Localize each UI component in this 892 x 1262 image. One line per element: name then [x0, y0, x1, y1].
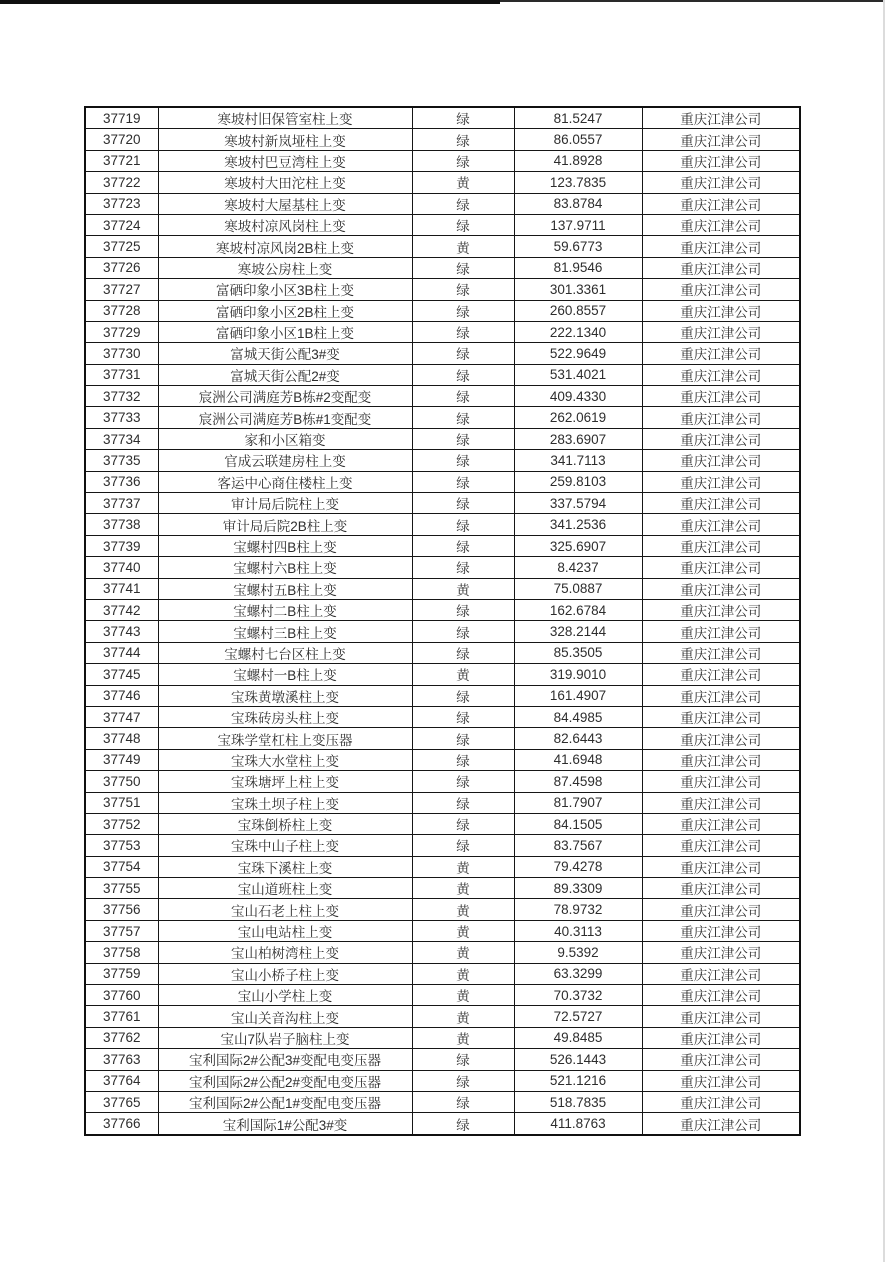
cell-transformer-name: 寒坡村大田沱柱上变 — [158, 172, 412, 193]
cell-status-flag: 绿 — [412, 450, 514, 471]
cell-record-id: 37721 — [85, 150, 158, 171]
cell-record-id: 37724 — [85, 214, 158, 235]
cell-status-flag: 绿 — [412, 792, 514, 813]
cell-record-id: 37734 — [85, 428, 158, 449]
cell-transformer-name: 寒坡村大屋基柱上变 — [158, 193, 412, 214]
cell-status-flag: 绿 — [412, 813, 514, 834]
table-row — [85, 728, 800, 749]
table-row — [85, 364, 800, 385]
cell-load-value: 81.9546 — [514, 257, 642, 278]
cell-company-name: 重庆江津公司 — [642, 749, 800, 770]
cell-transformer-name: 家和小区箱变 — [158, 428, 412, 449]
cell-transformer-name: 宝螺村三B柱上变 — [158, 621, 412, 642]
cell-company-name: 重庆江津公司 — [642, 1113, 800, 1135]
cell-status-flag: 绿 — [412, 685, 514, 706]
cell-load-value: 260.8557 — [514, 300, 642, 321]
cell-load-value: 85.3505 — [514, 642, 642, 663]
cell-transformer-name: 富城天街公配3#变 — [158, 343, 412, 364]
cell-record-id: 37727 — [85, 279, 158, 300]
table-row — [85, 856, 800, 877]
cell-company-name: 重庆江津公司 — [642, 150, 800, 171]
cell-status-flag: 黄 — [412, 664, 514, 685]
table-row — [85, 621, 800, 642]
cell-record-id: 37758 — [85, 942, 158, 963]
cell-company-name: 重庆江津公司 — [642, 386, 800, 407]
cell-record-id: 37731 — [85, 364, 158, 385]
cell-record-id: 37723 — [85, 193, 158, 214]
cell-company-name: 重庆江津公司 — [642, 963, 800, 984]
table-row — [85, 642, 800, 663]
cell-transformer-name: 寒坡村旧保管室柱上变 — [158, 107, 412, 129]
cell-transformer-name: 宝珠塘坪上柱上变 — [158, 771, 412, 792]
table-row — [85, 749, 800, 770]
cell-company-name: 重庆江津公司 — [642, 321, 800, 342]
cell-load-value: 63.3299 — [514, 963, 642, 984]
cell-status-flag: 绿 — [412, 214, 514, 235]
table-row — [85, 236, 800, 257]
cell-load-value: 341.2536 — [514, 514, 642, 535]
cell-record-id: 37761 — [85, 1006, 158, 1027]
cell-company-name: 重庆江津公司 — [642, 300, 800, 321]
cell-load-value: 531.4021 — [514, 364, 642, 385]
cell-status-flag: 绿 — [412, 642, 514, 663]
cell-load-value: 283.6907 — [514, 428, 642, 449]
cell-transformer-name: 寒坡村凉风岗柱上变 — [158, 214, 412, 235]
cell-transformer-name: 富硒印象小区3B柱上变 — [158, 279, 412, 300]
table-row — [85, 835, 800, 856]
cell-transformer-name: 宝珠大水堂柱上变 — [158, 749, 412, 770]
table-row — [85, 771, 800, 792]
page-top-rule-right — [500, 0, 884, 2]
cell-record-id: 37739 — [85, 535, 158, 556]
cell-transformer-name: 寒坡村新岚垭柱上变 — [158, 129, 412, 150]
cell-load-value: 137.9711 — [514, 214, 642, 235]
cell-record-id: 37755 — [85, 878, 158, 899]
cell-company-name: 重庆江津公司 — [642, 193, 800, 214]
cell-load-value: 521.1216 — [514, 1070, 642, 1091]
cell-transformer-name: 宝珠下溪柱上变 — [158, 856, 412, 877]
cell-record-id: 37745 — [85, 664, 158, 685]
table-row — [85, 279, 800, 300]
cell-load-value: 222.1340 — [514, 321, 642, 342]
table-row — [85, 792, 800, 813]
cell-company-name: 重庆江津公司 — [642, 920, 800, 941]
table-row — [85, 813, 800, 834]
cell-record-id: 37737 — [85, 493, 158, 514]
cell-load-value: 49.8485 — [514, 1027, 642, 1048]
cell-status-flag: 绿 — [412, 535, 514, 556]
cell-load-value: 325.6907 — [514, 535, 642, 556]
table-row — [85, 493, 800, 514]
cell-transformer-name: 宝山道班柱上变 — [158, 878, 412, 899]
cell-status-flag: 绿 — [412, 599, 514, 620]
cell-company-name: 重庆江津公司 — [642, 129, 800, 150]
table-row — [85, 685, 800, 706]
cell-status-flag: 绿 — [412, 493, 514, 514]
cell-status-flag: 绿 — [412, 386, 514, 407]
cell-company-name: 重庆江津公司 — [642, 985, 800, 1006]
table-row — [85, 942, 800, 963]
cell-company-name: 重庆江津公司 — [642, 1091, 800, 1112]
table-row — [85, 578, 800, 599]
cell-status-flag: 绿 — [412, 150, 514, 171]
cell-status-flag: 绿 — [412, 107, 514, 129]
table-row — [85, 150, 800, 171]
cell-record-id: 37753 — [85, 835, 158, 856]
table-row — [85, 1027, 800, 1048]
table-row — [85, 1113, 800, 1135]
cell-load-value: 79.4278 — [514, 856, 642, 877]
cell-company-name: 重庆江津公司 — [642, 514, 800, 535]
cell-status-flag: 绿 — [412, 129, 514, 150]
cell-transformer-name: 宝螺村六B柱上变 — [158, 557, 412, 578]
cell-load-value: 87.4598 — [514, 771, 642, 792]
cell-company-name: 重庆江津公司 — [642, 835, 800, 856]
cell-status-flag: 绿 — [412, 557, 514, 578]
cell-company-name: 重庆江津公司 — [642, 428, 800, 449]
cell-company-name: 重庆江津公司 — [642, 664, 800, 685]
cell-transformer-name: 宝山7队岩子脑柱上变 — [158, 1027, 412, 1048]
cell-status-flag: 绿 — [412, 514, 514, 535]
cell-load-value: 72.5727 — [514, 1006, 642, 1027]
table-row — [85, 343, 800, 364]
cell-company-name: 重庆江津公司 — [642, 578, 800, 599]
cell-transformer-name: 审计局后院柱上变 — [158, 493, 412, 514]
cell-load-value: 262.0619 — [514, 407, 642, 428]
cell-load-value: 341.7113 — [514, 450, 642, 471]
table-row — [85, 407, 800, 428]
table-row — [85, 664, 800, 685]
page-right-edge — [883, 0, 885, 1262]
cell-load-value: 518.7835 — [514, 1091, 642, 1112]
table-row — [85, 985, 800, 1006]
cell-load-value: 409.4330 — [514, 386, 642, 407]
cell-load-value: 301.3361 — [514, 279, 642, 300]
table-body — [85, 107, 800, 1135]
cell-company-name: 重庆江津公司 — [642, 599, 800, 620]
cell-load-value: 75.0887 — [514, 578, 642, 599]
cell-load-value: 526.1443 — [514, 1049, 642, 1070]
cell-record-id: 37744 — [85, 642, 158, 663]
cell-status-flag: 绿 — [412, 193, 514, 214]
cell-company-name: 重庆江津公司 — [642, 107, 800, 129]
cell-company-name: 重庆江津公司 — [642, 878, 800, 899]
cell-company-name: 重庆江津公司 — [642, 172, 800, 193]
cell-load-value: 411.8763 — [514, 1113, 642, 1135]
cell-load-value: 259.8103 — [514, 471, 642, 492]
table-row — [85, 706, 800, 727]
cell-transformer-name: 宸洲公司满庭芳B栋#1变配变 — [158, 407, 412, 428]
cell-load-value: 78.9732 — [514, 899, 642, 920]
cell-record-id: 37746 — [85, 685, 158, 706]
cell-transformer-name: 宝利国际1#公配3#变 — [158, 1113, 412, 1135]
cell-transformer-name: 宝螺村四B柱上变 — [158, 535, 412, 556]
cell-transformer-name: 宝珠砖房头柱上变 — [158, 706, 412, 727]
cell-status-flag: 绿 — [412, 1049, 514, 1070]
table-row — [85, 899, 800, 920]
cell-company-name: 重庆江津公司 — [642, 792, 800, 813]
cell-load-value: 337.5794 — [514, 493, 642, 514]
cell-record-id: 37747 — [85, 706, 158, 727]
table-row — [85, 321, 800, 342]
cell-transformer-name: 宝利国际2#公配1#变配电变压器 — [158, 1091, 412, 1112]
cell-transformer-name: 宝山小学柱上变 — [158, 985, 412, 1006]
cell-record-id: 37726 — [85, 257, 158, 278]
cell-status-flag: 绿 — [412, 279, 514, 300]
cell-record-id: 37751 — [85, 792, 158, 813]
cell-record-id: 37759 — [85, 963, 158, 984]
cell-company-name: 重庆江津公司 — [642, 771, 800, 792]
cell-company-name: 重庆江津公司 — [642, 471, 800, 492]
cell-status-flag: 绿 — [412, 471, 514, 492]
table-row — [85, 450, 800, 471]
cell-status-flag: 黄 — [412, 856, 514, 877]
cell-load-value: 522.9649 — [514, 343, 642, 364]
cell-status-flag: 绿 — [412, 1070, 514, 1091]
cell-company-name: 重庆江津公司 — [642, 343, 800, 364]
cell-status-flag: 绿 — [412, 428, 514, 449]
cell-status-flag: 黄 — [412, 878, 514, 899]
cell-transformer-name: 宝珠学堂杠柱上变压器 — [158, 728, 412, 749]
cell-load-value: 82.6443 — [514, 728, 642, 749]
table-row — [85, 214, 800, 235]
cell-transformer-name: 宝山小桥子柱上变 — [158, 963, 412, 984]
cell-load-value: 162.6784 — [514, 599, 642, 620]
cell-status-flag: 绿 — [412, 321, 514, 342]
cell-status-flag: 黄 — [412, 985, 514, 1006]
cell-status-flag: 绿 — [412, 300, 514, 321]
cell-status-flag: 黄 — [412, 963, 514, 984]
cell-transformer-name: 宝珠倒桥柱上变 — [158, 813, 412, 834]
cell-status-flag: 黄 — [412, 899, 514, 920]
cell-status-flag: 绿 — [412, 407, 514, 428]
cell-transformer-name: 寒坡村巴豆湾柱上变 — [158, 150, 412, 171]
table-row — [85, 878, 800, 899]
cell-load-value: 41.8928 — [514, 150, 642, 171]
cell-transformer-name: 宝山柏树湾柱上变 — [158, 942, 412, 963]
cell-company-name: 重庆江津公司 — [642, 942, 800, 963]
cell-record-id: 37743 — [85, 621, 158, 642]
cell-load-value: 84.1505 — [514, 813, 642, 834]
cell-load-value: 81.7907 — [514, 792, 642, 813]
cell-status-flag: 黄 — [412, 172, 514, 193]
table-row — [85, 428, 800, 449]
cell-record-id: 37742 — [85, 599, 158, 620]
cell-status-flag: 黄 — [412, 236, 514, 257]
cell-load-value: 41.6948 — [514, 749, 642, 770]
cell-record-id: 37738 — [85, 514, 158, 535]
table-row — [85, 300, 800, 321]
cell-transformer-name: 宝螺村七台区柱上变 — [158, 642, 412, 663]
cell-company-name: 重庆江津公司 — [642, 1049, 800, 1070]
cell-record-id: 37757 — [85, 920, 158, 941]
cell-company-name: 重庆江津公司 — [642, 364, 800, 385]
cell-record-id: 37749 — [85, 749, 158, 770]
cell-record-id: 37733 — [85, 407, 158, 428]
cell-status-flag: 绿 — [412, 728, 514, 749]
cell-record-id: 37725 — [85, 236, 158, 257]
cell-transformer-name: 官成云联建房柱上变 — [158, 450, 412, 471]
cell-status-flag: 黄 — [412, 1006, 514, 1027]
cell-company-name: 重庆江津公司 — [642, 557, 800, 578]
cell-transformer-name: 审计局后院2B柱上变 — [158, 514, 412, 535]
cell-status-flag: 绿 — [412, 1113, 514, 1135]
cell-company-name: 重庆江津公司 — [642, 728, 800, 749]
cell-status-flag: 绿 — [412, 749, 514, 770]
cell-record-id: 37765 — [85, 1091, 158, 1112]
cell-transformer-name: 寒坡公房柱上变 — [158, 257, 412, 278]
table-row — [85, 557, 800, 578]
cell-load-value: 83.7567 — [514, 835, 642, 856]
cell-record-id: 37741 — [85, 578, 158, 599]
cell-status-flag: 黄 — [412, 1027, 514, 1048]
table-row — [85, 257, 800, 278]
cell-record-id: 37740 — [85, 557, 158, 578]
cell-transformer-name: 宝螺村五B柱上变 — [158, 578, 412, 599]
cell-company-name: 重庆江津公司 — [642, 450, 800, 471]
cell-company-name: 重庆江津公司 — [642, 642, 800, 663]
cell-transformer-name: 客运中心商住楼柱上变 — [158, 471, 412, 492]
cell-company-name: 重庆江津公司 — [642, 257, 800, 278]
cell-company-name: 重庆江津公司 — [642, 535, 800, 556]
table-row — [85, 1049, 800, 1070]
cell-transformer-name: 宝山电站柱上变 — [158, 920, 412, 941]
cell-company-name: 重庆江津公司 — [642, 236, 800, 257]
cell-status-flag: 黄 — [412, 578, 514, 599]
cell-company-name: 重庆江津公司 — [642, 407, 800, 428]
cell-load-value: 328.2144 — [514, 621, 642, 642]
cell-record-id: 37756 — [85, 899, 158, 920]
cell-record-id: 37762 — [85, 1027, 158, 1048]
cell-transformer-name: 宝螺村二B柱上变 — [158, 599, 412, 620]
cell-record-id: 37722 — [85, 172, 158, 193]
cell-transformer-name: 宝珠土坝子柱上变 — [158, 792, 412, 813]
cell-transformer-name: 宝螺村一B柱上变 — [158, 664, 412, 685]
cell-record-id: 37748 — [85, 728, 158, 749]
cell-transformer-name: 寒坡村凉风岗2B柱上变 — [158, 236, 412, 257]
cell-company-name: 重庆江津公司 — [642, 493, 800, 514]
cell-load-value: 319.9010 — [514, 664, 642, 685]
cell-company-name: 重庆江津公司 — [642, 1027, 800, 1048]
cell-status-flag: 绿 — [412, 343, 514, 364]
cell-transformer-name: 宝利国际2#公配3#变配电变压器 — [158, 1049, 412, 1070]
page-top-rule-left — [0, 0, 500, 4]
cell-status-flag: 绿 — [412, 257, 514, 278]
cell-record-id: 37720 — [85, 129, 158, 150]
cell-status-flag: 黄 — [412, 942, 514, 963]
cell-transformer-name: 宸洲公司满庭芳B栋#2变配变 — [158, 386, 412, 407]
cell-status-flag: 绿 — [412, 1091, 514, 1112]
cell-transformer-name: 富城天街公配2#变 — [158, 364, 412, 385]
table-row — [85, 172, 800, 193]
cell-record-id: 37764 — [85, 1070, 158, 1091]
cell-load-value: 86.0557 — [514, 129, 642, 150]
cell-record-id: 37728 — [85, 300, 158, 321]
cell-record-id: 37730 — [85, 343, 158, 364]
cell-record-id: 37752 — [85, 813, 158, 834]
table-row — [85, 1006, 800, 1027]
cell-company-name: 重庆江津公司 — [642, 706, 800, 727]
cell-record-id: 37760 — [85, 985, 158, 1006]
cell-load-value: 59.6773 — [514, 236, 642, 257]
cell-company-name: 重庆江津公司 — [642, 1006, 800, 1027]
cell-company-name: 重庆江津公司 — [642, 214, 800, 235]
table-row — [85, 920, 800, 941]
cell-transformer-name: 富硒印象小区1B柱上变 — [158, 321, 412, 342]
cell-company-name: 重庆江津公司 — [642, 685, 800, 706]
cell-load-value: 70.3732 — [514, 985, 642, 1006]
cell-record-id: 37732 — [85, 386, 158, 407]
cell-company-name: 重庆江津公司 — [642, 1070, 800, 1091]
table-row — [85, 963, 800, 984]
table-row — [85, 386, 800, 407]
cell-load-value: 123.7835 — [514, 172, 642, 193]
cell-load-value: 40.3113 — [514, 920, 642, 941]
cell-company-name: 重庆江津公司 — [642, 813, 800, 834]
table-row — [85, 1070, 800, 1091]
table-row — [85, 193, 800, 214]
cell-status-flag: 绿 — [412, 621, 514, 642]
cell-status-flag: 绿 — [412, 835, 514, 856]
cell-status-flag: 绿 — [412, 771, 514, 792]
cell-load-value: 83.8784 — [514, 193, 642, 214]
table-row — [85, 599, 800, 620]
cell-record-id: 37763 — [85, 1049, 158, 1070]
cell-status-flag: 绿 — [412, 706, 514, 727]
cell-company-name: 重庆江津公司 — [642, 621, 800, 642]
cell-transformer-name: 宝利国际2#公配2#变配电变压器 — [158, 1070, 412, 1091]
transformer-load-table — [84, 106, 801, 1136]
cell-load-value: 89.3309 — [514, 878, 642, 899]
cell-load-value: 9.5392 — [514, 942, 642, 963]
cell-record-id: 37736 — [85, 471, 158, 492]
cell-status-flag: 黄 — [412, 920, 514, 941]
cell-record-id: 37719 — [85, 107, 158, 129]
table-row — [85, 535, 800, 556]
cell-record-id: 37735 — [85, 450, 158, 471]
cell-company-name: 重庆江津公司 — [642, 856, 800, 877]
cell-transformer-name: 宝珠黄墩溪柱上变 — [158, 685, 412, 706]
cell-transformer-name: 宝山石老上柱上变 — [158, 899, 412, 920]
cell-transformer-name: 富硒印象小区2B柱上变 — [158, 300, 412, 321]
cell-record-id: 37729 — [85, 321, 158, 342]
cell-load-value: 81.5247 — [514, 107, 642, 129]
cell-load-value: 8.4237 — [514, 557, 642, 578]
table-row — [85, 1091, 800, 1112]
cell-record-id: 37750 — [85, 771, 158, 792]
cell-record-id: 37766 — [85, 1113, 158, 1135]
cell-load-value: 84.4985 — [514, 706, 642, 727]
table-row — [85, 107, 800, 129]
cell-status-flag: 绿 — [412, 364, 514, 385]
table-row — [85, 471, 800, 492]
cell-company-name: 重庆江津公司 — [642, 899, 800, 920]
cell-company-name: 重庆江津公司 — [642, 279, 800, 300]
cell-transformer-name: 宝珠中山子柱上变 — [158, 835, 412, 856]
cell-record-id: 37754 — [85, 856, 158, 877]
cell-load-value: 161.4907 — [514, 685, 642, 706]
table-row — [85, 514, 800, 535]
table-row — [85, 129, 800, 150]
cell-transformer-name: 宝山关音沟柱上变 — [158, 1006, 412, 1027]
